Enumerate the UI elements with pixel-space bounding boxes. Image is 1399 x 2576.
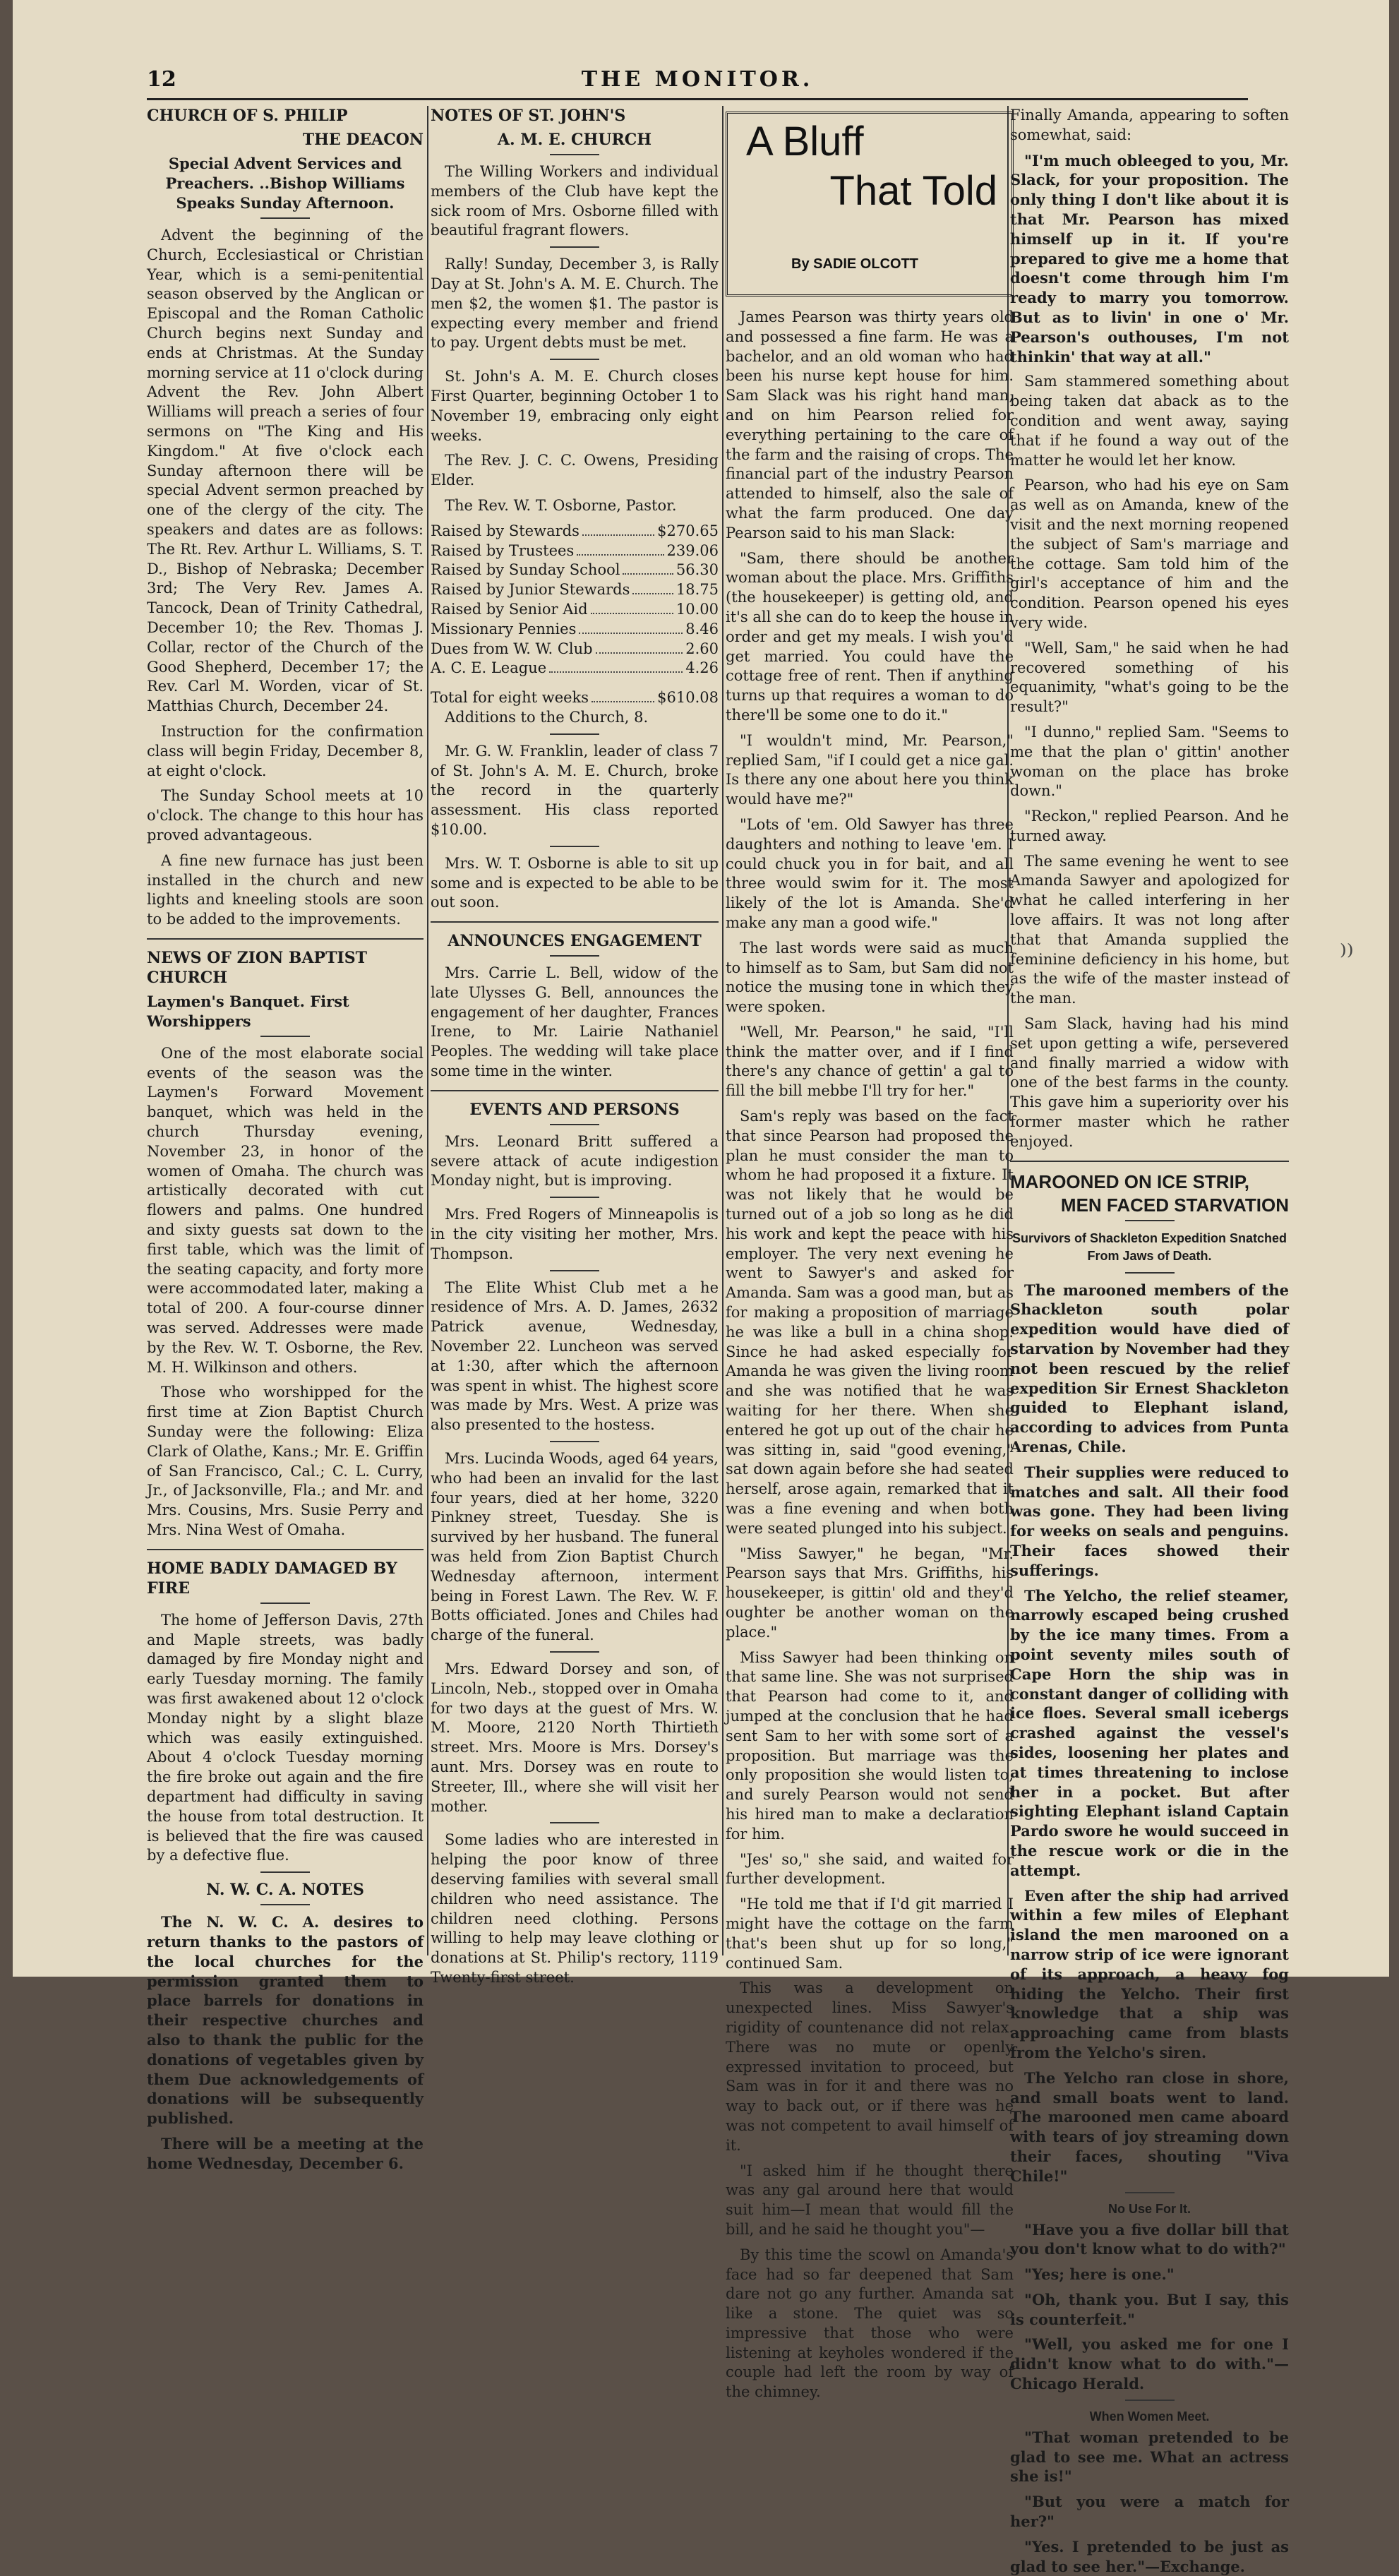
paragraph: "Well, Mr. Pearson," he said, "I'll think the matter over, and if I find there's any chance of gettin' a gal to fill the bill mebbe I'll try for her." (726, 1023, 1014, 1100)
paragraph: "Jes' so," she said, and waited for further development. (726, 1850, 1014, 1888)
ledger-row (431, 640, 719, 659)
ledger-row (431, 580, 719, 600)
article-title: When Women Meet. (1089, 2409, 1210, 2424)
paragraph: "Yes. I pretended to be just as glad to see her."—Exchange. (1010, 2537, 1289, 2575)
paragraph: Instruction for the confirmation class will begin Friday, December 8, at eight o'clock. (147, 722, 424, 779)
paragraph: Pearson, who had his eye on Sam as well as on Amanda, knew of the visit and the next morning reopened the subject of Sam's marriage and the cottage. Sam told him of the girl's acceptance of him and the condition. Pearson opened his eyes very wide. (1010, 477, 1289, 631)
divider (550, 246, 599, 248)
ledger-amount: 10.00 (676, 600, 719, 618)
paragraph: "Yes; here is one." (1024, 2265, 1175, 2284)
article-title: EVENTS AND PERSONS (469, 1100, 680, 1119)
ledger-total: $610.08 (657, 689, 719, 707)
paragraph: The Rev. J. C. C. Owens, Presiding Elder. (431, 452, 719, 489)
divider (1125, 2400, 1175, 2401)
column-3 (726, 106, 1014, 2401)
ledger-amount: 4.26 (685, 659, 719, 677)
divider (147, 1549, 424, 1550)
paragraph: "Lots of 'em. Old Sawyer has three daughters and nothing to leave 'em. I could chuck you in for bait, and all three would swim for it. The most likely of the lot is Amanda. She'd make any man a good wife." (726, 815, 1014, 931)
divider (550, 733, 599, 735)
paragraph: "I wouldn't mind, Mr. Pearson," replied Sam, "if I could get a nice gal. Is there any one about here you think would have me?" (726, 731, 1014, 808)
paragraph: Mrs. Lucinda Woods, aged 64 years, who had been an invalid for the last four years, died at her home, 3220 Pinkney street, Tuesday. She is survived by her husband. The funeral was held from Zion Baptist Church Wednesday afternoon, interment being in Forest Lawn. The Rev. W. F. Botts officiated. Jones and Chiles had charge of the funeral. (431, 1450, 719, 1644)
leader-dots (579, 633, 683, 634)
newspaper-page (13, 0, 1389, 2575)
paragraph: Sam's reply was based on the fact that since Pearson had proposed the plan he must consider the man to whom he had proposed it a fixture. It was not likely that he would be turned out of a job so long as he did his work and kept the peace with his employer. The very next evening he went to Sawyer's and asked for Amanda. Sam was a good man, but as for making a proposition of marriage he was like a bull in a china shop. Since he had asked especially for Amanda he was given the living room and she was notified that he was waiting for her there. When she entered he got up out of the chair he was sitting in, said "good evening," sat down again before she had seated herself, arose again, remarked that it was a fine evening and when both were seated plunged into his subject. (726, 1108, 1014, 1537)
paragraph: Mrs. Leonard Britt suffered a severe attack of acute indigestion Monday night, but is improving. (431, 1132, 719, 1190)
paragraph: Advent the beginning of the Church, Ecclesiastical or Christian Year, which is a semi-penitential season observed by the Anglican or Episcopal and the Roman Catholic Church begins next Sunday and ends at Christmas. At the Sunday morning service at 11 o'clock during Advent the Rev. John Albert Williams will preach a series of four sermons on "The King and His Kingdom." At five o'clock each Sunday afternoon there will be special Advent sermon preached by one of the clergy of the city. The speakers and dates are as follows: The Rt. Rev. Arthur L. Williams, S. T. D., Bishop of Nebraska; December 3rd; The Very Rev. James A. Tancock, Dean of Trinity Cathedral, December 10; the Rev. Thomas J. Collar, rector of the Church of the Good Shepherd, December 17; the Rev. Carl M. Worden, vicar of St. Matthias Church, December 24. (147, 227, 424, 715)
paragraph: St. John's A. M. E. Church closes First Quarter, beginning October 1 to November 19, embracing only eight weeks. (431, 368, 719, 444)
leader-dots (623, 573, 673, 575)
article-title: HOME BADLY DAMAGED BY FIRE (147, 1559, 397, 1598)
article-title: A. M. E. CHURCH (497, 131, 652, 149)
divider (550, 1441, 599, 1442)
paragraph: "Miss Sawyer," he began, "Mr. Pearson says that Mrs. Griffiths, his housekeeper, is gittin' old and they'd oughter be another woman on the place." (726, 1545, 1014, 1641)
ledger-label: Missionary Pennies (431, 620, 577, 637)
divider (1125, 1220, 1175, 1221)
divider (260, 1904, 310, 1905)
paragraph: Mrs. W. T. Osborne is able to sit up some and is expected to be able to be out soon. (431, 854, 719, 911)
leader-dots (549, 671, 683, 673)
leader-dots (592, 701, 654, 702)
paragraph: James Pearson was thirty years old and possessed a fine farm. He was a bachelor, and an old woman who had been his nurse kept house for him. Sam Slack was his right hand man, and on him Pearson relied for everything pertaining to the care of the farm and the raising of crops. The financial part of the industry Pearson attended to himself, also the sale of what the farm produced. One day Pearson said to his man Slack: (726, 308, 1014, 541)
ledger-table (431, 522, 719, 708)
divider (1010, 1161, 1289, 1162)
page-header (147, 67, 1248, 100)
ledger-total-label: Total for eight weeks (431, 689, 589, 707)
paragraph: Even after the ship had arrived within a few miles of Elephant island the men marooned on a narrow strip of ice were ignorant of its approach, a heavy fog hiding the Yelcho. Their first knowledge that a ship was approaching came from blasts from the Yelcho's siren. (1010, 1886, 1289, 2061)
paragraph: Their supplies were reduced to matches and salt. All their food was gone. They had been living for weeks on seals and penguins. Their faces showed their sufferings. (1010, 1463, 1289, 1579)
article-subtitle: Survivors of Shackleton Expedition Snatched From Jaws of Death. (1011, 1230, 1287, 1263)
ledger-amount: 56.30 (676, 561, 719, 579)
article-title: MEN FACED STARVATION (1060, 1194, 1289, 1216)
paragraph: The Yelcho, the relief steamer, narrowly escaped being crushed by the ice many times. From a point seventy miles south of Cape Horn the ship was in constant danger of colliding with ice floes. Several small icebergs crashed against the vessel's sides, loosening her plates and at times threatening to inclose her in a pocket. But after sighting Elephant island Captain Pardo swore he would succeed in the rescue work or die in the attempt. (1010, 1586, 1289, 1879)
paragraph: The N. W. C. A. desires to return thanks to the pastors of the local churches for the permission granted them to place barrels for donations in their respective churches and also to thank the public for the donations of vegetables given by them Due acknowledgements of donations will be subsequently published. (147, 1913, 424, 2128)
divider (147, 938, 424, 940)
column-rule (427, 106, 428, 1955)
paragraph: By this time the scowl on Amanda's face had so far deepened that Sam dare not go any further. Amanda sat like a stone. The quiet was so impressive that those who were listening at keyholes wondered if the couple had left the room by way of the chimney. (726, 2246, 1014, 2401)
article-title: CHURCH OF S. PHILIP (147, 107, 348, 125)
masthead: THE MONITOR. (581, 67, 814, 92)
article-subtitle: Special Advent Services and Preachers. ..Bishop Williams Speaks Sunday Afternoon. (165, 155, 405, 212)
paragraph: "That woman pretended to be glad to see me. What an actress she is!" (1010, 2428, 1289, 2486)
ledger-label: Raised by Senior Aid (431, 600, 588, 618)
divider (260, 1602, 310, 1604)
margin-ink-mark: ⁾⁾ (1340, 939, 1354, 971)
divider (1125, 1272, 1175, 1274)
paragraph: The Willing Workers and individual members of the Club have kept the sick room of Mrs. Osborne filled with beautiful fragrant flowers. (431, 163, 719, 239)
paragraph: This was a development on unexpected lines. Miss Sawyer's rigidity of countenance did not relax. There was no mute or openly expressed invitation to proceed, but Sam was in for it and there was no way to back out, or if there was he was not competent to avail himself of it. (726, 1979, 1014, 2154)
leader-dots (596, 652, 683, 654)
story-byline: By SADIE OLCOTT (791, 256, 919, 272)
divider (1125, 2192, 1175, 2193)
article-subtitle: Laymen's Banquet. First Worshippers (147, 992, 349, 1030)
ledger-row (431, 561, 719, 580)
story-title-box (726, 112, 1014, 296)
divider (431, 921, 719, 923)
paragraph: Mrs. Carrie L. Bell, widow of the late Ulysses G. Bell, announces the engagement of her daughter, Frances Irene, to Mr. Lairie Nathaniel Peoples. The wedding will take place some time in the winter. (431, 964, 719, 1080)
ledger-amount: 2.60 (685, 640, 719, 657)
paragraph: One of the most elaborate social events of the season was the Laymen's Forward Movement banquet, which was held in the church Thursday evening, November 23, in honor of the women of Omaha. The church was artistically decorated with cut flowers and palms. One hundred and sixty guests sat down to the first table, which was the limit of the seating capacity, and forty more were accommodated later, making a total of 200. A four-course dinner was served. Addresses were made by the Rev. W. T. Osborne, the Rev. M. H. Wilkinson and others. (147, 1044, 424, 1376)
paragraph: "Well, Sam," he said when he had recovered something of his equanimity, "what's going to be the result?" (1010, 639, 1289, 716)
column-1 (147, 106, 424, 2172)
story-title: That Told (829, 168, 997, 214)
paragraph: Sam stammered something about being taken dat aback as to the condition and went away, saying that if he found a way out of the matter he would let her know. (1010, 373, 1289, 469)
divider (550, 1270, 599, 1271)
leader-dots (582, 534, 654, 536)
paragraph: The home of Jefferson Davis, 27th and Maple streets, was badly damaged by fire Monday night and early Tuesday morning. The family was first awakened about 12 o'clock Monday night by a slight blaze which was easily extinguished. About 4 o'clock Tuesday morning the fire broke out again and the fire department had difficulty in saving the house from total destruction. It is believed that the fire was caused by a defective flue. (147, 1611, 424, 1864)
column-2 (431, 106, 719, 1986)
ledger-label: Raised by Stewards (431, 522, 580, 539)
paragraph: "Reckon," replied Pearson. And he turned away. (1010, 808, 1289, 844)
article-title: No Use For It. (1107, 2201, 1191, 2216)
paragraph: "Well, you asked me for one I didn't know what to do with."—Chicago Herald. (1010, 2335, 1289, 2393)
column-4 (1010, 106, 1289, 2575)
paragraph: Sam Slack, having had his mind set upon getting a wife, persevered and finally married a widow with one of the best farms in the county. This gave him a superiority over his former master which he rather enjoyed. (1010, 1015, 1289, 1150)
paragraph: "Sam, there should be another woman about the place. Mrs. Griffiths (the housekeeper) is getting old, and it's all she can do to keep the house in order and get my meals. I wish you'd get married. You could have the cottage free of rent. Then if anything turns up that requires a woman to do there'll be some one to do it." (726, 549, 1014, 724)
ledger-label: Dues from W. W. Club (431, 640, 593, 657)
ledger-label: A. C. E. League (431, 659, 547, 677)
paragraph: The Yelcho ran close in shore, and small boats went to land. The marooned men came aboard with tears of joy streaming down their faces, shouting "Viva Chile!" (1010, 2068, 1289, 2185)
leader-dots (632, 593, 673, 594)
paragraph: The Rev. W. T. Osborne, Pastor. (445, 496, 677, 514)
paragraph: Those who worshipped for the first time at Zion Baptist Church Sunday were the following: Eliza Clark of Olathe, Kans.; Mr. E. Griffin of San Francisco, Cal.; C. L. Curry, Jr., of Jacksonville, Fla.; and Mr. and Mrs. Cousins, Mrs. Susie Perry and Mrs. Nina West of Omaha. (147, 1384, 424, 1539)
paragraph: Some ladies who are interested in helping the poor know of three deserving families with several small children who need assistance. The children need clothing. Persons willing to help may leave clothing or donations at St. Philip's rectory, 1119 Twenty-first street. (431, 1831, 719, 1986)
ledger-amount: $270.65 (657, 522, 719, 539)
paragraph: "He told me that if I'd git married I might have the cottage on the farm that's been shut up for so long," continued Sam. (726, 1895, 1014, 1972)
paragraph: The Sunday School meets at 10 o'clock. The change to this hour has proved advantageous. (147, 787, 424, 844)
divider (260, 1871, 310, 1873)
ledger-row (431, 541, 719, 561)
ledger-amount: 239.06 (666, 541, 719, 559)
ledger-row (431, 659, 719, 678)
paragraph: "Oh, thank you. But I say, this is counterfeit." (1010, 2290, 1289, 2328)
divider (550, 359, 599, 360)
paragraph: The same evening he went to see Amanda Sawyer and apologized for what he called interfering in her love affairs. It was not long after that that Amanda supplied the feminine deficiency in his home, but as the wife of the master instead of the man. (1010, 852, 1289, 1007)
article-title: MAROONED ON ICE STRIP, (1010, 1170, 1250, 1192)
paragraph: "I'm much obleeged to you, Mr. Slack, for your proposition. The only thing I don't like about it is that Mr. Pearson has mixed himself up in it. If you're prepared to give me a home that doesn't come through him I'm ready to marry you tomorrow. But as to livin' in one o' Mr. Pearson's outhouses, I'm not thinkin' that way at all." (1010, 151, 1289, 366)
article-title: ANNOUNCES ENGAGEMENT (448, 932, 702, 951)
ledger-row (431, 522, 719, 541)
paragraph: Miss Sawyer had been thinking on that same line. She was not surprised that Pearson had come to it, and jumped at the conclusion that he had sent Sam to her with some sort of a proposition. But marriage was the only proposition she would listen to, and surely Pearson would not send his hired man to make a declaration for him. (726, 1648, 1014, 1843)
paragraph: "Have you a five dollar bill that you don't know what to do with?" (1010, 2220, 1289, 2258)
ledger-amount: 18.75 (676, 581, 719, 599)
divider (260, 217, 310, 219)
column-rule (722, 106, 723, 1955)
ledger-row (431, 600, 719, 620)
article-title: NOTES OF ST. JOHN'S (431, 107, 626, 125)
paragraph: Mrs. Fred Rogers of Minneapolis is in the city visiting her mother, Mrs. Thompson. (431, 1206, 719, 1262)
divider (550, 955, 599, 957)
article-title: THE DEACON (302, 131, 424, 149)
divider (550, 1822, 599, 1823)
article-title: NEWS OF ZION BAPTIST CHURCH (147, 948, 367, 987)
divider (550, 846, 599, 847)
ledger-total-row (431, 688, 719, 708)
divider (431, 1090, 719, 1091)
divider (550, 1124, 599, 1125)
paragraph: A fine new furnace has just been installed in the church and new lights and kneeling stools are soon to be added to the improvements. (147, 851, 424, 928)
paragraph: The last words were said as much to himself as to Sam, but Sam did not notice the musing tone in which they were spoken. (726, 939, 1014, 1016)
paragraph: Rally! Sunday, December 3, is Rally Day at St. John's A. M. E. Church. The men $2, the women $1. The pastor is expecting every member and friend to pay. Urgent debts must be met. (431, 256, 719, 352)
ledger-row (431, 620, 719, 640)
paragraph: "I asked him if he thought there was any gal around here that would suit him—I mean that would fill the bill, and he said he thought you"— (726, 2162, 1014, 2238)
leader-dots (577, 554, 664, 556)
ledger-amount: 8.46 (685, 620, 719, 637)
paragraph: The marooned members of the Shackleton south polar expedition would have died of starvation by November had they not been rescued by the relief expedition Sir Ernest Shackleton guided to Elephant island, according to advices from Punta Arenas, Chile. (1010, 1281, 1289, 1456)
paragraph: "But you were a match for her?" (1010, 2493, 1289, 2531)
story-title: A Bluff (746, 119, 864, 164)
ledger-label: Raised by Junior Stewards (431, 581, 630, 599)
ledger-label: Raised by Sunday School (431, 561, 620, 579)
divider (260, 1036, 310, 1037)
ledger-label: Raised by Trustees (431, 541, 575, 559)
paragraph: "I dunno," replied Sam. "Seems to me that the plan o' gittin' another woman on the place has broke down." (1010, 723, 1289, 800)
article-title: N. W. C. A. NOTES (206, 1881, 364, 1900)
leader-dots (591, 613, 673, 614)
divider (550, 154, 599, 155)
paragraph: The Elite Whist Club met a he residence of Mrs. A. D. James, 2632 Patrick avenue, Wednesday, November 22. Luncheon was served at 1:30, after which the afternoon was spent in whist. The highest score was made by Mrs. West. A prize was also presented to the hostess. (431, 1278, 719, 1434)
paragraph: There will be a meeting at the home Wednesday, December 6. (147, 2134, 424, 2172)
paragraph: Additions to the Church, 8. (445, 708, 649, 726)
paragraph: Mrs. Edward Dorsey and son, of Lincoln, Neb., stopped over in Omaha for two days at the guest of Mrs. W. M. Moore, 2120 North Thirtieth street. Mrs. Moore is Mrs. Dorsey's aunt. Mrs. Dorsey was en route to Streeter, Ill., where she will visit her mother. (431, 1660, 719, 1815)
paragraph: Finally Amanda, appearing to soften somewhat, said: (1010, 107, 1289, 143)
paragraph: Mr. G. W. Franklin, leader of class 7 of St. John's A. M. E. Church, broke the record in the quarterly assessment. His class reported $10.00. (431, 742, 719, 838)
divider (550, 1197, 599, 1198)
page-number: 12 (147, 67, 176, 92)
divider (550, 1651, 599, 1653)
